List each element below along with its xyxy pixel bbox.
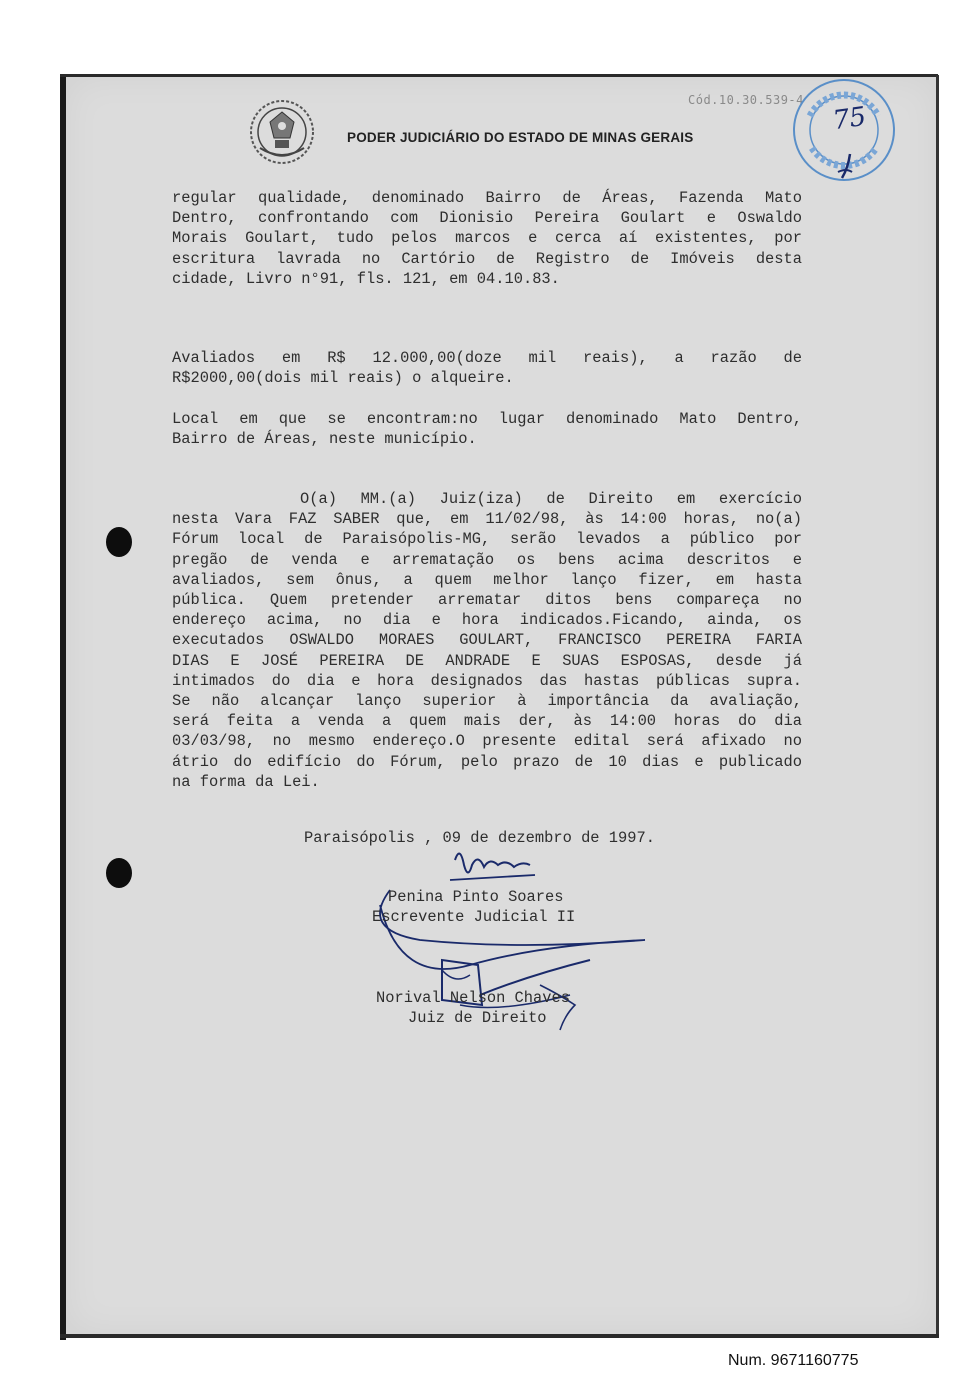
text-line: átrio do edifício do Fórum, pelo prazo de 10 dias e publicado <box>172 752 802 771</box>
text-line: 03/03/98, no mesmo endereço.O presente edital será afixado no <box>172 732 802 751</box>
state-coat-of-arms-icon <box>248 98 316 166</box>
text-line: regular qualidade, denominado Bairro de Áreas, Fazenda Mato <box>172 189 802 207</box>
scan-edge-right <box>936 75 939 1337</box>
place-date: Paraisópolis , 09 de dezembro de 1997. <box>304 829 655 847</box>
text-line: executados OSWALDO MORAES GOULART, FRANCISCO PEREIRA FARIA <box>172 631 802 650</box>
text-line: Morais Goulart, tudo pelos marcos e cerca aí existentes, por <box>172 229 802 248</box>
text-line: intimados do dia e hora designados das hastas públicas supra. <box>172 671 802 690</box>
paragraph-property-description <box>172 188 802 289</box>
text-line: Se não alcançar lanço superior à importância da avaliação, <box>172 692 802 711</box>
text-line: na forma da Lei. <box>172 772 320 791</box>
text-line: pública. Quem pretender arrematar ditos bens compareça no <box>172 591 802 610</box>
text-line: O(a) MM.(a) Juiz(iza) de Direito em exercício <box>300 490 802 508</box>
document-number: Num. 9671160775 <box>728 1352 859 1369</box>
text-line: Local em que se encontram:no lugar denominado Mato Dentro, <box>172 410 802 428</box>
paragraph-valuation <box>172 348 802 388</box>
text-line: cidade, Livro n°91, fls. 121, em 04.10.83. <box>172 269 560 288</box>
text-line: DIAS E JOSÉ PEREIRA DE ANDRADE E SUAS ESPOSAS, desde já <box>172 651 802 670</box>
signer2-title: Juiz de Direito <box>408 1009 547 1027</box>
text-line: escritura lavrada no Cartório de Registro de Imóveis desta <box>172 249 802 268</box>
page-mark: 75 <box>831 101 869 137</box>
scan-edge-bottom <box>60 1334 939 1338</box>
punch-hole-icon <box>106 527 132 557</box>
paragraph-auction-notice <box>172 489 802 792</box>
page-title: PODER JUDICIÁRIO DO ESTADO DE MINAS GERAIS <box>347 130 694 145</box>
text-line: pregão de venda e arrematação os bens acima descritos e <box>172 550 802 569</box>
signer1-name: Penina Pinto Soares <box>388 888 564 906</box>
text-line: endereço acima, no dia e hora indicados.Ficando, ainda, os <box>172 611 802 630</box>
text-line: Bairro de Áreas, neste município. <box>172 430 477 449</box>
text-line: Avaliados em R$ 12.000,00(doze mil reais), a razão de <box>172 349 802 367</box>
text-line: Fórum local de Paraisópolis-MG, serão levados a público por <box>172 530 802 549</box>
text-line: nesta Vara FAZ SABER que, em 11/02/98, às 14:00 horas, no(a) <box>172 510 802 529</box>
punch-hole-icon <box>106 858 132 888</box>
text-line: será feita a venda a quem mais der, às 14:00 horas do dia <box>172 712 802 731</box>
paragraph-location <box>172 409 802 449</box>
document-code: Cód.10.30.539-4 <box>688 93 804 107</box>
scan-edge-left <box>60 75 66 1340</box>
text-line: Dentro, confrontando com Dionisio Pereira Goulart e Oswaldo <box>172 209 802 228</box>
signer2-name: Norival Nelson Chaves <box>376 989 570 1007</box>
text-line: avaliados, sem ônus, a quem melhor lanço fizer, em hasta <box>172 570 802 589</box>
signer1-title: Escrevente Judicial II <box>372 908 576 926</box>
text-line: R$2000,00(dois mil reais) o alqueire. <box>172 369 514 388</box>
